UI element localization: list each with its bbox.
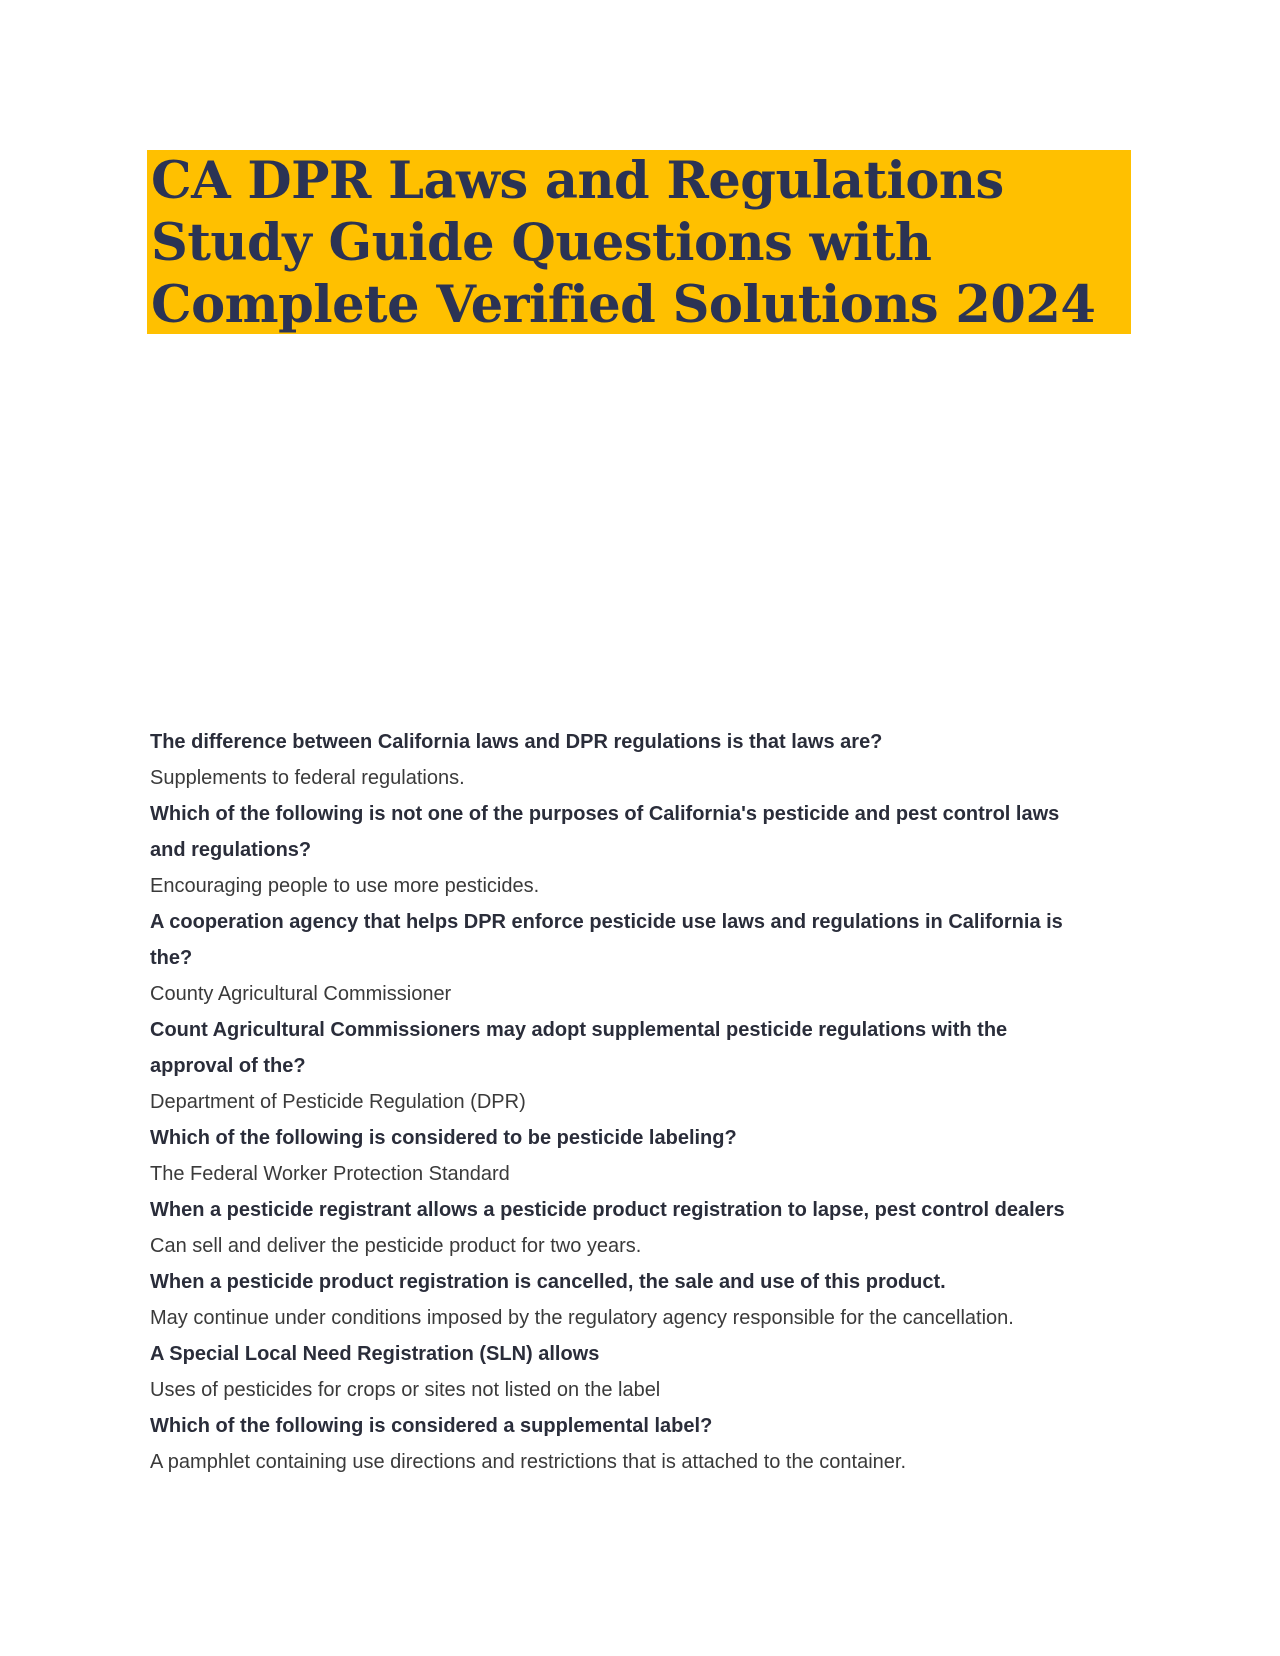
question-text: When a pesticide product registration is cancelled, the sale and use of this product. bbox=[150, 1271, 946, 1293]
question-text: Which of the following is considered a supplemental label? bbox=[150, 1415, 713, 1437]
question-text: A Special Local Need Registration (SLN) allows bbox=[150, 1343, 600, 1365]
answer-text: Uses of pesticides for crops or sites not listed on the label bbox=[150, 1379, 661, 1401]
question-text: Which of the following is considered to be pesticide labeling? bbox=[150, 1127, 737, 1149]
answer-text: Can sell and deliver the pesticide product for two years. bbox=[150, 1235, 642, 1257]
answer-text: Supplements to federal regulations. bbox=[150, 767, 465, 789]
title-line: CA DPR Laws and Regulations bbox=[151, 151, 1004, 211]
question-text: Which of the following is not one of the purposes of California's pesticide and pest control laws bbox=[150, 803, 1060, 825]
answer-text: County Agricultural Commissioner bbox=[150, 983, 452, 1005]
title-line: Study Guide Questions with bbox=[151, 213, 932, 273]
question-text: and regulations? bbox=[150, 839, 312, 861]
question-text: the? bbox=[150, 947, 193, 969]
title-line: Complete Verified Solutions 2024 bbox=[151, 275, 1096, 335]
answer-text: Encouraging people to use more pesticides. bbox=[150, 875, 540, 897]
question-text: When a pesticide registrant allows a pesticide product registration to lapse, pest control dealers bbox=[150, 1199, 1065, 1221]
answer-text: The Federal Worker Protection Standard bbox=[150, 1163, 510, 1185]
question-text: The difference between California laws and DPR regulations is that laws are? bbox=[150, 731, 883, 753]
answer-text: A pamphlet containing use directions and restrictions that is attached to the container. bbox=[150, 1451, 907, 1473]
answer-text: May continue under conditions imposed by the regulatory agency responsible for the cancellation. bbox=[150, 1307, 1014, 1329]
document-title bbox=[147, 150, 1131, 334]
qa-list bbox=[150, 724, 1130, 1480]
question-text: A cooperation agency that helps DPR enforce pesticide use laws and regulations in California is bbox=[150, 911, 1063, 933]
answer-text: Department of Pesticide Regulation (DPR) bbox=[150, 1091, 526, 1113]
question-text: approval of the? bbox=[150, 1055, 306, 1077]
question-text: Count Agricultural Commissioners may adopt supplemental pesticide regulations with the bbox=[150, 1019, 1008, 1041]
